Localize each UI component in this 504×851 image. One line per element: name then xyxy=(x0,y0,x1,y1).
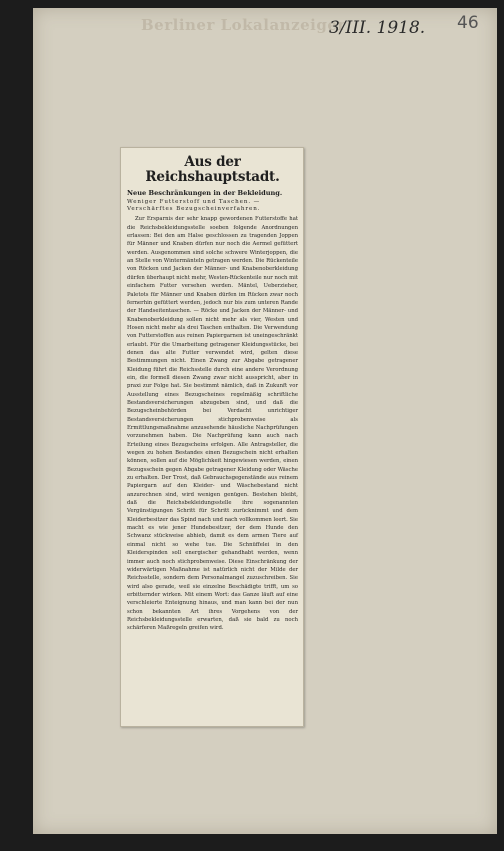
article-spaced-line: Weniger Futterstoff und Taschen. — Verschärftes Bezugscheinverfahren. xyxy=(127,199,261,213)
handwritten-date: 3/III. 1918. xyxy=(329,18,426,38)
scan-border xyxy=(33,834,497,851)
page-number: 46 xyxy=(457,13,479,33)
article-headline: Aus der Reichshauptstadt. xyxy=(145,154,280,185)
newspaper-masthead: Berliner Lokalanzeiger xyxy=(141,16,346,34)
article-subheading: Neue Beschränkungen in der Bekleidung. xyxy=(127,189,283,197)
newspaper-clipping xyxy=(120,147,304,727)
article-body: Zur Ersparnis der sehr knapp gewordenen Futterstoffe hat die Reichsbekleidungsstelle soeben folgende Anordnungen erlassen: Bei den am Halse geschlossen zu tragenden Joppen für Männer und Knaben dürfen nur noch die Aermel gefüttert werden. Ausgenommen sind solche schwere Winterjoppen, die an Stelle von Wintermänteln getragen werden. Die Rückenteile von Röcken und Jacken der Männer- und Knabenoberkleidung dürfen überhaupt nicht mehr, Westen-Rückenteile nur noch mit einfachem Futter versehen werden. Mäntel, Ueberzieher, Paletots für Männer und Knaben dürfen im Rücken zwar noch fernerhin gefüttert werden, jedoch nur bis zum unteren Rande der Handseitentaschen. — Röcke und Jacken der Männer- und Knabenoberkleidung sollen nicht mehr als vier, Westen und Hosen nicht mehr als drei Taschen enthalten. Die Verwendung von Futterstoffen aus reinen Papiergarnen ist uneingeschränkt erlaubt. Für die Umarbeitung getragener Kleidungsstücke, bei denen das alte Futter verwendet wird, gelten diese Bestimmungen nicht. Einen Zwang zur Abgabe getragener Kleidung führt die Reichsstelle durch eine andere Verordnung ein, die formell diesen Zwang zwar nicht ausspricht, aber in praxi zur Folge hat. Sie bestimmt nämlich, daß in Zukunft vor Ausstellung eines Bezugscheines regelmäßig schriftliche Bestandsversicherungen abzugeben sind, und daß die Bezugscheinbehörden bei Verdacht unrichtiger Bestandsversicherungen stichprobenweise als Ermittlungsmaßnahme anzusehende häusliche Nachprüfungen vorzunehmen haben. Die Nachprüfung kann auch nach Erteilung eines Bezugscheins erfolgen. Alle Antragsteller, die wegen zu hohen Bestandes einen Bezugschein nicht erhalten können, sollen auf die Möglichkeit hingewiesen werden, einen Bezugsschein gegen Abgabe getragener Kleidung oder Wäsche zu erhalten. Der Trost, daß Gebrauchsgegenstände aus reinem Papiergarn auf den Kleider- und Wäschebestand nicht anzurechnen sind, wird wenigen genügen. Bestehen bleibt, daß die Reichsbekleidungsstelle ihre sogenannten Vergünstigungen Schritt für Schritt zurücknimmt und dem Kleiderbesitzer das Spind nach und nach vollkommen leert. Sie macht es wie jener Hundebesitzer, der dem Hunde den Schwanz stückweise abhieb, damit es dem armen Tiere auf einmal nicht so wehe tue. Die Schnüffelei in den Kleiderspinden soll energischer gehandhabt werden, wenn immer auch noch stichprobenweise. Diese Einschränkung der widerwärtigen Maßnahme ist natürlich nicht der Milde der Reichsstelle, sondern dem Personalmangel zuzuschreiben. Sie wird also gerade, weil sie einzelne Beschädigte trifft, um so erbitternder wirken. Mit einem Wort: das Ganze läuft auf eine verschleierte Enteignung hinaus, und man kann bei der nun schon bekannten Art ihres Vorgehens von der Reichsbekleidungsstelle erwarten, daß sie bald zu noch schärferen Maßregeln greifen wird. xyxy=(127,216,298,632)
